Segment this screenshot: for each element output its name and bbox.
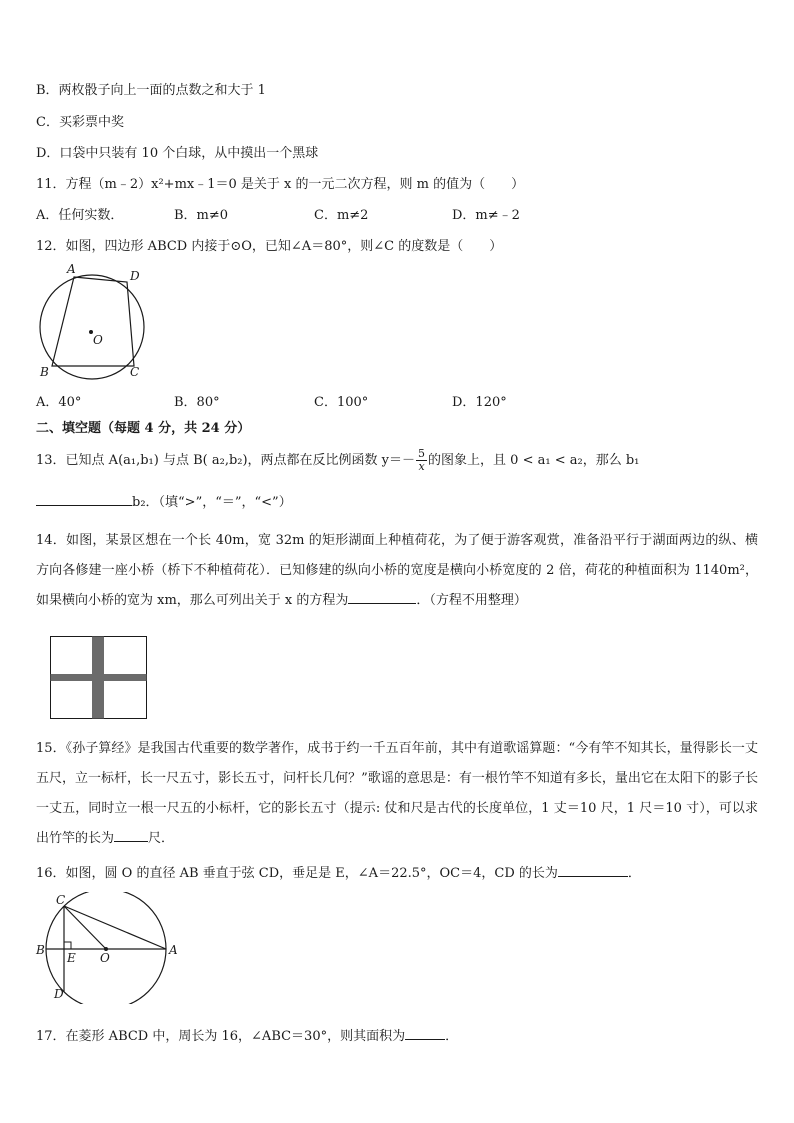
q12-option-c: C．100° bbox=[314, 395, 369, 410]
q11-option-d: D．m≠﹣2 bbox=[452, 208, 520, 223]
q11-option-b: B．m≠0 bbox=[174, 208, 229, 223]
q16-stem bbox=[36, 863, 641, 883]
label-a: A bbox=[67, 262, 76, 276]
q10-option-c: C．买彩票中奖 bbox=[36, 115, 124, 130]
q16-tail: ． bbox=[627, 866, 641, 881]
label-e: E bbox=[67, 951, 76, 965]
q12-stem: 12．如图，四边形 ABCD 内接于⊙O，已知∠A＝80°，则∠C 的度数是（ ） bbox=[36, 239, 503, 254]
q12-option-d: D．120° bbox=[452, 395, 507, 410]
label-o: O bbox=[93, 333, 103, 347]
q12-options bbox=[36, 394, 756, 412]
section-heading-fill-in: 二、填空题（每题 4 分，共 24 分） bbox=[36, 421, 251, 436]
q13-frac-denominator: x bbox=[418, 460, 425, 473]
q13-answer-blank[interactable] bbox=[36, 492, 132, 506]
q16-circle-figure bbox=[34, 892, 184, 1008]
q17-text: 17．在菱形 ABCD 中，周长为 16，∠ABC＝30°，则其面积为 bbox=[36, 1029, 406, 1044]
q10-option-d: D．口袋中只装有 10 个白球，从中摸出一个黑球 bbox=[36, 146, 319, 161]
q13-frac-numerator: 5 bbox=[418, 447, 426, 460]
q17-answer-blank[interactable] bbox=[405, 1026, 445, 1040]
label-d: D bbox=[54, 987, 64, 1001]
q12-circle-figure bbox=[34, 262, 154, 384]
q13-fraction bbox=[416, 448, 427, 473]
q15-text-block bbox=[36, 734, 758, 854]
q15-tail: 尺． bbox=[148, 831, 175, 846]
q15-answer-blank[interactable] bbox=[114, 828, 148, 842]
q12-option-a: A．40° bbox=[36, 395, 82, 410]
q11-options bbox=[36, 207, 756, 225]
q17-tail: ． bbox=[445, 1029, 459, 1044]
label-a: A bbox=[169, 943, 178, 957]
label-b: B bbox=[36, 943, 45, 957]
q12-option-b: B．80° bbox=[174, 395, 220, 410]
q13-line1 bbox=[36, 448, 639, 474]
q13-part3: b₂．（填“>”，“＝”，“<”） bbox=[132, 495, 292, 510]
q14-text: 14．如图，某景区想在一个长 40m，宽 32m 的矩形湖面上种植荷花，为了便于游客观赏，准备沿平行于湖面两边的纵、横方向各修建一座小桥（桥下不种植荷花）．已知修建的纵向小桥的宽度是横向小桥宽度的 2 倍，荷花的种植面积为 1140m²，如果横向小桥的宽为 xm，那么可列出关于 x 的方程为 bbox=[36, 533, 758, 608]
q14-lake-figure bbox=[50, 636, 148, 724]
quadrilateral-abcd bbox=[52, 277, 134, 366]
q13-part1: 13．已知点 A(a₁,b₁) 与点 B( a₂,b₂)，两点都在反比例函数 y＝－ bbox=[36, 453, 416, 468]
q16-text: 16．如图，圆 O 的直径 AB 垂直于弦 CD，垂足是 E，∠A＝22.5°，OC＝4，CD 的长为 bbox=[36, 866, 558, 881]
horizontal-bridge bbox=[51, 674, 147, 681]
segment-co bbox=[64, 906, 106, 949]
q14-tail: ．（方程不用整理） bbox=[416, 593, 527, 608]
label-o: O bbox=[100, 951, 110, 965]
circle-o bbox=[40, 275, 144, 379]
q11-stem: 11．方程（m﹣2）x²+mx﹣1＝0 是关于 x 的一元二次方程，则 m 的值为（ ） bbox=[36, 177, 525, 192]
q11-option-c: C．m≠2 bbox=[314, 208, 369, 223]
label-b: B bbox=[40, 365, 49, 379]
q13-line2 bbox=[36, 492, 292, 512]
q17-stem bbox=[36, 1026, 458, 1046]
label-c: C bbox=[56, 893, 66, 907]
q16-answer-blank[interactable] bbox=[558, 863, 628, 877]
q11-option-a: A．任何实数． bbox=[36, 208, 124, 223]
q14-answer-blank[interactable] bbox=[348, 590, 416, 604]
label-d: D bbox=[130, 269, 140, 283]
q10-option-b: B．两枚骰子向上一面的点数之和大于 1 bbox=[36, 83, 266, 98]
right-angle-mark bbox=[64, 942, 71, 949]
label-c: C bbox=[130, 365, 140, 379]
q14-text-block bbox=[36, 526, 758, 616]
segment-ca bbox=[64, 906, 166, 949]
q15-text: 15．《孙子算经》是我国古代重要的数学著作，成书于约一千五百年前，其中有道歌谣算题：“今有竿不知其长，量得影长一丈五尺，立一标杆，长一尺五寸，影长五寸，问杆长几何？”歌谣的意思是：有一根竹竿不知道有多长，量出它在太阳下的影子长一丈五，同时立一根一尺五的小标杆，它的影长五寸（提示: 仗和尺是古代的长度单位，1 丈＝10 尺，1 尺＝10 寸），可以求出竹竿的长为 bbox=[36, 741, 758, 846]
q13-part2: 的图象上，且 0 < a₁ < a₂，那么 b₁ bbox=[428, 453, 640, 468]
